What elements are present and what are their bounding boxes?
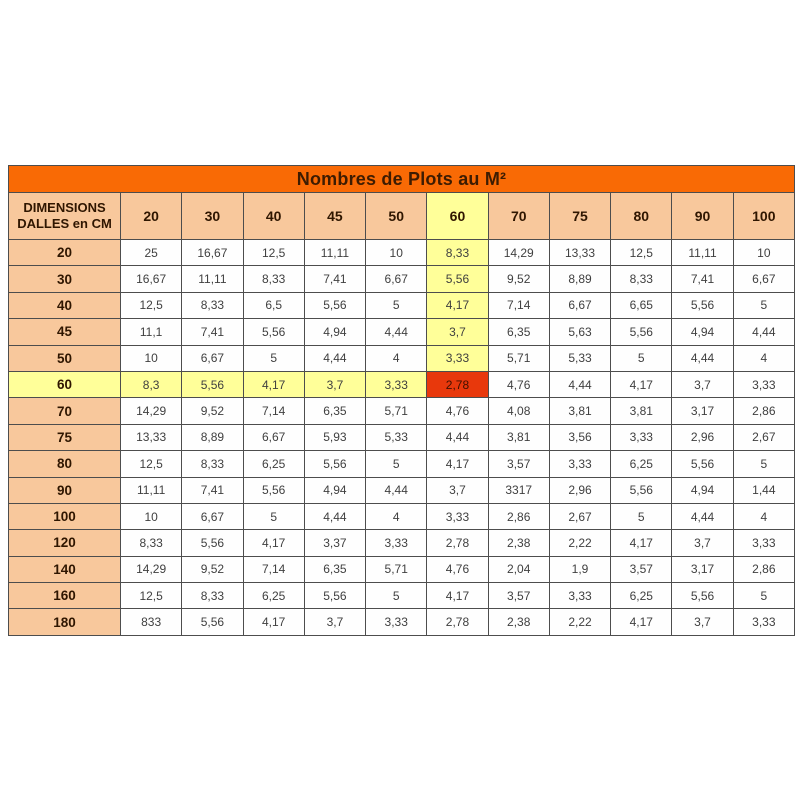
row-header-40: 40 (9, 292, 121, 318)
cell-160-80: 6,25 (611, 583, 672, 609)
column-header-90: 90 (672, 193, 733, 240)
cell-100-30: 6,67 (182, 503, 243, 529)
column-header-40: 40 (243, 193, 304, 240)
column-header-75: 75 (549, 193, 610, 240)
cell-20-50: 10 (366, 240, 427, 266)
cell-120-45: 3,37 (304, 530, 365, 556)
plots-table (8, 165, 795, 636)
cell-90-100: 1,44 (733, 477, 794, 503)
cell-80-45: 5,56 (304, 451, 365, 477)
cell-160-100: 5 (733, 583, 794, 609)
cell-140-100: 2,86 (733, 556, 794, 582)
cell-45-30: 7,41 (182, 319, 243, 345)
cell-160-30: 8,33 (182, 583, 243, 609)
cell-120-70: 2,38 (488, 530, 549, 556)
row-header-60: 60 (9, 371, 121, 397)
header-row (9, 193, 795, 240)
cell-100-100: 4 (733, 503, 794, 529)
table-row-90 (9, 477, 795, 503)
table-row-140 (9, 556, 795, 582)
cell-100-40: 5 (243, 503, 304, 529)
column-header-20: 20 (121, 193, 182, 240)
cell-90-70: 3317 (488, 477, 549, 503)
cell-30-70: 9,52 (488, 266, 549, 292)
cell-90-40: 5,56 (243, 477, 304, 503)
cell-140-90: 3,17 (672, 556, 733, 582)
cell-40-45: 5,56 (304, 292, 365, 318)
cell-40-90: 5,56 (672, 292, 733, 318)
cell-70-90: 3,17 (672, 398, 733, 424)
cell-90-50: 4,44 (366, 477, 427, 503)
row-header-80: 80 (9, 451, 121, 477)
cell-140-50: 5,71 (366, 556, 427, 582)
cell-50-80: 5 (611, 345, 672, 371)
row-header-50: 50 (9, 345, 121, 371)
table-row-75 (9, 424, 795, 450)
cell-70-60: 4,76 (427, 398, 488, 424)
cell-45-70: 6,35 (488, 319, 549, 345)
cell-100-75: 2,67 (549, 503, 610, 529)
cell-20-30: 16,67 (182, 240, 243, 266)
cell-180-45: 3,7 (304, 609, 365, 635)
cell-80-90: 5,56 (672, 451, 733, 477)
cell-100-70: 2,86 (488, 503, 549, 529)
cell-50-60: 3,33 (427, 345, 488, 371)
cell-120-90: 3,7 (672, 530, 733, 556)
cell-70-75: 3,81 (549, 398, 610, 424)
row-header-120: 120 (9, 530, 121, 556)
cell-80-100: 5 (733, 451, 794, 477)
cell-160-75: 3,33 (549, 583, 610, 609)
cell-30-50: 6,67 (366, 266, 427, 292)
cell-50-40: 5 (243, 345, 304, 371)
cell-180-70: 2,38 (488, 609, 549, 635)
table-head (9, 166, 795, 240)
corner-header: DIMENSIONS DALLES en CM (9, 193, 121, 240)
cell-160-45: 5,56 (304, 583, 365, 609)
cell-60-75: 4,44 (549, 371, 610, 397)
cell-90-60: 3,7 (427, 477, 488, 503)
cell-80-30: 8,33 (182, 451, 243, 477)
cell-75-30: 8,89 (182, 424, 243, 450)
cell-100-50: 4 (366, 503, 427, 529)
table-row-20 (9, 240, 795, 266)
table-row-70 (9, 398, 795, 424)
row-header-20: 20 (9, 240, 121, 266)
cell-30-40: 8,33 (243, 266, 304, 292)
cell-45-75: 5,63 (549, 319, 610, 345)
cell-80-60: 4,17 (427, 451, 488, 477)
cell-160-70: 3,57 (488, 583, 549, 609)
table-row-40 (9, 292, 795, 318)
cell-120-50: 3,33 (366, 530, 427, 556)
title-row (9, 166, 795, 193)
cell-80-50: 5 (366, 451, 427, 477)
cell-20-100: 10 (733, 240, 794, 266)
cell-30-30: 11,11 (182, 266, 243, 292)
cell-45-90: 4,94 (672, 319, 733, 345)
cell-160-90: 5,56 (672, 583, 733, 609)
cell-45-60: 3,7 (427, 319, 488, 345)
cell-90-45: 4,94 (304, 477, 365, 503)
cell-60-40: 4,17 (243, 371, 304, 397)
cell-20-45: 11,11 (304, 240, 365, 266)
cell-30-20: 16,67 (121, 266, 182, 292)
cell-80-40: 6,25 (243, 451, 304, 477)
table-row-120 (9, 530, 795, 556)
cell-70-40: 7,14 (243, 398, 304, 424)
row-header-75: 75 (9, 424, 121, 450)
cell-100-45: 4,44 (304, 503, 365, 529)
cell-140-20: 14,29 (121, 556, 182, 582)
cell-90-30: 7,41 (182, 477, 243, 503)
cell-30-75: 8,89 (549, 266, 610, 292)
column-header-80: 80 (611, 193, 672, 240)
cell-120-20: 8,33 (121, 530, 182, 556)
cell-100-60: 3,33 (427, 503, 488, 529)
cell-180-75: 2,22 (549, 609, 610, 635)
cell-45-100: 4,44 (733, 319, 794, 345)
cell-140-45: 6,35 (304, 556, 365, 582)
cell-20-90: 11,11 (672, 240, 733, 266)
table-row-180 (9, 609, 795, 635)
table-row-45 (9, 319, 795, 345)
table-row-30 (9, 266, 795, 292)
cell-75-80: 3,33 (611, 424, 672, 450)
cell-50-45: 4,44 (304, 345, 365, 371)
cell-50-90: 4,44 (672, 345, 733, 371)
row-header-140: 140 (9, 556, 121, 582)
cell-160-20: 12,5 (121, 583, 182, 609)
table-row-100 (9, 503, 795, 529)
cell-50-30: 6,67 (182, 345, 243, 371)
cell-90-80: 5,56 (611, 477, 672, 503)
table-body (9, 240, 795, 636)
cell-70-45: 6,35 (304, 398, 365, 424)
column-header-45: 45 (304, 193, 365, 240)
row-header-100: 100 (9, 503, 121, 529)
cell-40-30: 8,33 (182, 292, 243, 318)
cell-80-80: 6,25 (611, 451, 672, 477)
cell-50-70: 5,71 (488, 345, 549, 371)
cell-40-40: 6,5 (243, 292, 304, 318)
cell-120-30: 5,56 (182, 530, 243, 556)
cell-30-45: 7,41 (304, 266, 365, 292)
cell-60-50: 3,33 (366, 371, 427, 397)
cell-100-80: 5 (611, 503, 672, 529)
cell-75-60: 4,44 (427, 424, 488, 450)
cell-70-20: 14,29 (121, 398, 182, 424)
cell-45-80: 5,56 (611, 319, 672, 345)
cell-75-70: 3,81 (488, 424, 549, 450)
cell-180-60: 2,78 (427, 609, 488, 635)
cell-75-90: 2,96 (672, 424, 733, 450)
cell-180-80: 4,17 (611, 609, 672, 635)
cell-160-50: 5 (366, 583, 427, 609)
cell-160-40: 6,25 (243, 583, 304, 609)
column-header-60: 60 (427, 193, 488, 240)
cell-75-50: 5,33 (366, 424, 427, 450)
row-header-30: 30 (9, 266, 121, 292)
cell-140-70: 2,04 (488, 556, 549, 582)
cell-60-100: 3,33 (733, 371, 794, 397)
cell-180-90: 3,7 (672, 609, 733, 635)
cell-20-80: 12,5 (611, 240, 672, 266)
cell-90-90: 4,94 (672, 477, 733, 503)
cell-75-45: 5,93 (304, 424, 365, 450)
table-row-80 (9, 451, 795, 477)
cell-80-70: 3,57 (488, 451, 549, 477)
cell-40-80: 6,65 (611, 292, 672, 318)
cell-45-50: 4,44 (366, 319, 427, 345)
cell-20-60: 8,33 (427, 240, 488, 266)
cell-75-75: 3,56 (549, 424, 610, 450)
cell-50-75: 5,33 (549, 345, 610, 371)
cell-30-100: 6,67 (733, 266, 794, 292)
cell-90-20: 11,11 (121, 477, 182, 503)
cell-60-20: 8,3 (121, 371, 182, 397)
cell-50-100: 4 (733, 345, 794, 371)
cell-60-45: 3,7 (304, 371, 365, 397)
cell-40-70: 7,14 (488, 292, 549, 318)
cell-100-90: 4,44 (672, 503, 733, 529)
cell-30-60: 5,56 (427, 266, 488, 292)
cell-180-50: 3,33 (366, 609, 427, 635)
row-header-70: 70 (9, 398, 121, 424)
column-header-100: 100 (733, 193, 794, 240)
cell-60-70: 4,76 (488, 371, 549, 397)
cell-20-40: 12,5 (243, 240, 304, 266)
cell-140-60: 4,76 (427, 556, 488, 582)
column-header-50: 50 (366, 193, 427, 240)
cell-70-100: 2,86 (733, 398, 794, 424)
table-row-50 (9, 345, 795, 371)
row-header-45: 45 (9, 319, 121, 345)
cell-40-50: 5 (366, 292, 427, 318)
cell-70-70: 4,08 (488, 398, 549, 424)
table-title: Nombres de Plots au M² (9, 166, 795, 193)
cell-140-80: 3,57 (611, 556, 672, 582)
cell-180-40: 4,17 (243, 609, 304, 635)
cell-120-80: 4,17 (611, 530, 672, 556)
cell-70-80: 3,81 (611, 398, 672, 424)
cell-60-60: 2,78 (427, 371, 488, 397)
cell-45-40: 5,56 (243, 319, 304, 345)
cell-120-75: 2,22 (549, 530, 610, 556)
cell-140-75: 1,9 (549, 556, 610, 582)
cell-60-90: 3,7 (672, 371, 733, 397)
cell-180-30: 5,56 (182, 609, 243, 635)
cell-120-100: 3,33 (733, 530, 794, 556)
cell-20-20: 25 (121, 240, 182, 266)
row-header-180: 180 (9, 609, 121, 635)
cell-60-80: 4,17 (611, 371, 672, 397)
cell-40-75: 6,67 (549, 292, 610, 318)
column-header-30: 30 (182, 193, 243, 240)
cell-50-20: 10 (121, 345, 182, 371)
cell-180-100: 3,33 (733, 609, 794, 635)
cell-75-100: 2,67 (733, 424, 794, 450)
cell-40-20: 12,5 (121, 292, 182, 318)
cell-70-30: 9,52 (182, 398, 243, 424)
cell-20-75: 13,33 (549, 240, 610, 266)
cell-160-60: 4,17 (427, 583, 488, 609)
cell-40-100: 5 (733, 292, 794, 318)
cell-30-80: 8,33 (611, 266, 672, 292)
cell-40-60: 4,17 (427, 292, 488, 318)
column-header-70: 70 (488, 193, 549, 240)
cell-50-50: 4 (366, 345, 427, 371)
cell-120-60: 2,78 (427, 530, 488, 556)
cell-180-20: 833 (121, 609, 182, 635)
cell-100-20: 10 (121, 503, 182, 529)
cell-75-40: 6,67 (243, 424, 304, 450)
table-row-60 (9, 371, 795, 397)
cell-80-20: 12,5 (121, 451, 182, 477)
cell-70-50: 5,71 (366, 398, 427, 424)
cell-140-30: 9,52 (182, 556, 243, 582)
cell-60-30: 5,56 (182, 371, 243, 397)
cell-140-40: 7,14 (243, 556, 304, 582)
row-header-90: 90 (9, 477, 121, 503)
cell-30-90: 7,41 (672, 266, 733, 292)
row-header-160: 160 (9, 583, 121, 609)
cell-80-75: 3,33 (549, 451, 610, 477)
cell-120-40: 4,17 (243, 530, 304, 556)
cell-20-70: 14,29 (488, 240, 549, 266)
table-row-160 (9, 583, 795, 609)
cell-90-75: 2,96 (549, 477, 610, 503)
cell-45-45: 4,94 (304, 319, 365, 345)
cell-75-20: 13,33 (121, 424, 182, 450)
cell-45-20: 11,1 (121, 319, 182, 345)
